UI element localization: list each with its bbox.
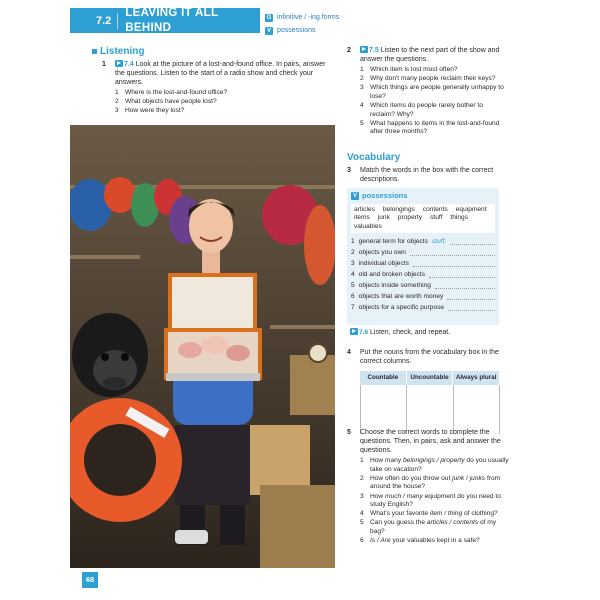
word: belongings <box>382 205 415 213</box>
task-1-instruction <box>115 60 327 87</box>
noun-columns-table <box>360 371 500 434</box>
task-5-text: Choose the correct words to complete the questions. Then, in pairs, ask and answer the questions. <box>360 429 501 455</box>
vocab-row: 7 objects for a specific purpose <box>347 302 499 313</box>
unit-topics <box>265 13 339 39</box>
word-choice[interactable]: much / many <box>385 492 423 500</box>
task-5-questions <box>360 457 509 545</box>
list-item: 1 How many belongings / property do you usually take on vacation? <box>360 457 509 473</box>
lost-and-found-photo <box>70 125 335 568</box>
list-item: 3 How much / many equipment do you need to study English? <box>360 492 501 509</box>
word: valuables <box>354 222 382 230</box>
list-item: 3 How were they lost? <box>115 107 185 115</box>
word: property <box>397 214 423 222</box>
task-3-number: 3 <box>347 167 351 174</box>
track-number[interactable]: 7.6 <box>359 329 369 336</box>
unit-title: LEAVING IT ALL BEHIND <box>125 6 219 34</box>
list-item: 6 Is / Are your valuables kept in a safe? <box>360 536 480 544</box>
topic-grammar <box>265 13 339 22</box>
listen-check-repeat <box>350 328 505 338</box>
word-choice[interactable]: junk / junks <box>452 474 486 482</box>
listening-heading <box>92 45 144 58</box>
vocab-box-title-text: possessions <box>362 191 408 200</box>
word-choice[interactable]: belongings / property <box>402 457 465 465</box>
word-choice[interactable]: item / thing <box>429 510 463 518</box>
list-item: 4 Which items do people rarely bother to reclaim? Why? <box>360 101 483 118</box>
task-3-text: Match the words in the box with the correct descriptions. <box>360 167 494 184</box>
task-5 <box>347 428 509 546</box>
vocab-row: 3 individual objects <box>347 259 499 270</box>
answer-blank[interactable] <box>429 272 495 278</box>
vocab-row: 4 old and broken objects <box>347 270 499 281</box>
column-header: Countable <box>360 371 407 385</box>
task-2-questions <box>360 66 507 137</box>
listen-text: Listen, check, and repeat. <box>370 329 451 336</box>
vocabulary-badge-icon: V <box>352 192 357 199</box>
vocabulary-badge-icon: V <box>266 27 271 34</box>
answer-blank[interactable] <box>435 283 495 289</box>
vocabulary-heading-text: Vocabulary <box>347 152 401 163</box>
word: articles <box>354 205 375 213</box>
vocab-row: 1 general term for objects stuff, <box>347 237 499 248</box>
section-square-icon <box>92 49 97 54</box>
list-item: 2 How often do you throw out junk / junks from around the house? <box>360 474 501 491</box>
grammar-badge-icon: G <box>266 14 272 21</box>
word: items <box>354 214 370 222</box>
list-item: 3 Which things are people generally unhappy to lose? <box>360 84 504 100</box>
audio-track-icon[interactable] <box>350 328 358 335</box>
vocab-row: 2 objects you own <box>347 248 499 259</box>
answer-blank[interactable] <box>450 239 495 245</box>
task-1-number: 1 <box>102 61 106 68</box>
topic-vocabulary <box>265 26 339 35</box>
vocab-row: 5 objects inside something <box>347 281 499 292</box>
task-4 <box>347 348 507 366</box>
unit-number: 7.2 <box>70 13 118 29</box>
word: junk <box>377 214 390 222</box>
vocab-row: 6 objects that are worth money <box>347 291 499 302</box>
photo-illustration <box>70 125 335 568</box>
vocabulary-heading <box>347 151 400 164</box>
answer-blank[interactable] <box>447 294 495 300</box>
task-3 <box>347 166 507 184</box>
column-cell[interactable] <box>454 385 500 434</box>
list-item: 4 What's your favorite item / thing of clothing? <box>360 510 498 518</box>
vocab-box-title <box>347 188 499 204</box>
list-item: 2 What objects have people lost? <box>115 98 217 106</box>
list-item: 5 What happens to items in the lost-and-found after three months? <box>360 119 500 136</box>
word-choice[interactable]: Is / Are <box>370 536 391 544</box>
column-cell[interactable] <box>360 385 407 434</box>
topic-vocabulary-label: possessions <box>277 27 316 35</box>
track-number[interactable]: 7.5 <box>369 47 379 54</box>
list-item: 1 Where is the lost-and-found office? <box>115 89 228 97</box>
task-2-text: Listen to the next part of the show and answer the questions. <box>360 47 500 64</box>
word-choice[interactable]: articles / contents <box>426 519 479 527</box>
word: contents <box>422 205 448 213</box>
task-4-number: 4 <box>347 349 351 356</box>
word: things <box>450 214 469 222</box>
answer-blank[interactable] <box>413 261 495 267</box>
vocabulary-box <box>347 188 499 325</box>
topic-grammar-label: infinitive / -ing forms <box>277 14 340 21</box>
column-header: Uncountable <box>407 371 454 385</box>
word: stuff <box>430 214 443 222</box>
answer-blank[interactable] <box>448 305 495 311</box>
list-item: 5 Can you guess the articles / contents of my bag? <box>360 519 497 535</box>
column-cell[interactable] <box>407 385 453 434</box>
word: equipment <box>455 205 487 213</box>
audio-track-icon[interactable] <box>115 60 123 67</box>
page-number: 68 <box>82 572 98 588</box>
audio-track-icon[interactable] <box>360 46 368 53</box>
column-header: Always plural <box>453 371 500 385</box>
task-5-number: 5 <box>347 429 351 436</box>
task-4-text: Put the nouns from the vocabulary box in the correct columns. <box>360 349 499 366</box>
list-item: 1 Which item is lost most often? <box>360 66 458 74</box>
list-item: 2 Why don't many people reclaim their keys? <box>360 75 496 83</box>
word-box <box>351 204 495 233</box>
listening-heading-text: Listening <box>100 46 145 57</box>
answer-blank[interactable] <box>410 250 495 256</box>
task-1 <box>102 60 327 116</box>
track-number[interactable]: 7.4 <box>124 61 134 68</box>
task-2-number: 2 <box>347 47 351 54</box>
task-2-instruction <box>360 46 507 64</box>
task-1-text: Look at the picture of a lost-and-found office. In pairs, answer the questions. Listen to the start of a radio show and check your answers. <box>115 61 326 87</box>
task-1-questions <box>115 89 327 116</box>
unit-header-bar <box>70 8 260 33</box>
answer-example: stuff, <box>431 237 447 245</box>
task-2 <box>347 46 507 137</box>
